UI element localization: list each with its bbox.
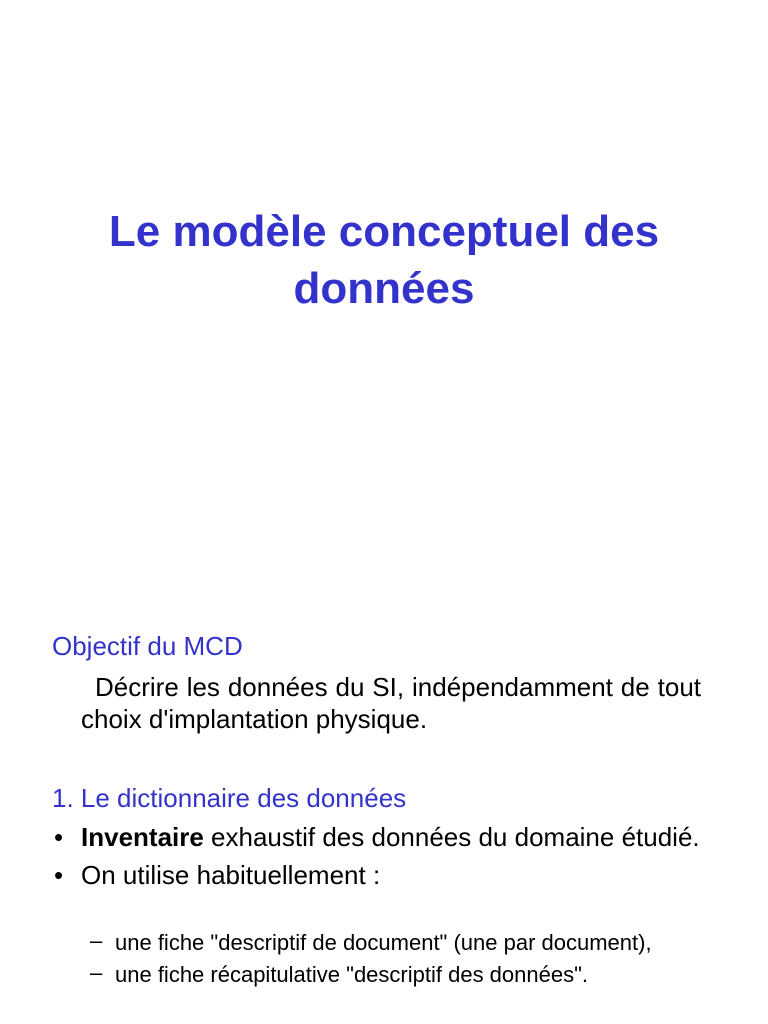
bullet-bold-text: Inventaire	[81, 822, 204, 852]
bullet-text: exhaustif des données du domaine étudié.	[203, 822, 700, 852]
bullet-item-inventaire	[52, 821, 702, 853]
bullet-icon: •	[54, 822, 64, 852]
bullet-list	[52, 821, 702, 897]
section-heading: 1. Le dictionnaire des données	[52, 783, 407, 813]
slide-title: Le modèle conceptuel des données	[108, 207, 660, 313]
bullet-item-utilise	[52, 859, 702, 891]
objective-heading: Objectif du MCD	[52, 631, 243, 661]
sub-bullet-list	[90, 930, 701, 994]
sub-bullet-text: une fiche "descriptif de document" (une par document),	[115, 930, 652, 955]
sub-bullet-item	[90, 930, 701, 956]
bullet-text: On utilise habituellement :	[81, 860, 381, 890]
sub-bullet-text: une fiche récapitulative "descriptif des données".	[115, 962, 589, 987]
dash-icon: –	[90, 960, 103, 985]
dash-icon: –	[90, 928, 103, 953]
content-slide	[0, 512, 768, 1024]
objective-text: Décrire les données du SI, indépendamment de tout choix d'implantation physique.	[81, 672, 701, 734]
bullet-icon: •	[54, 860, 64, 890]
sub-bullet-item	[90, 962, 701, 988]
